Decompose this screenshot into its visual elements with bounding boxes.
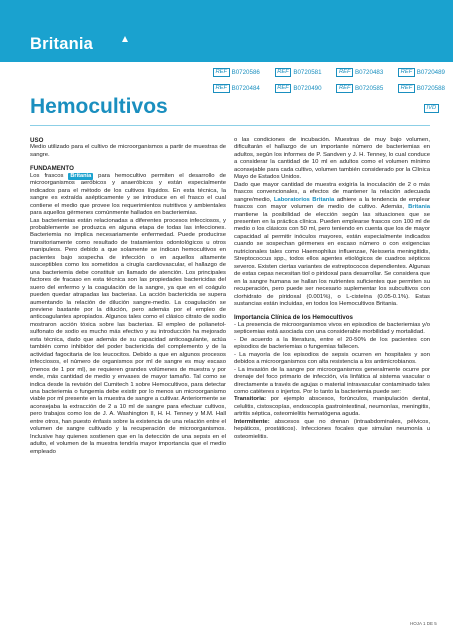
- reference-code: REF B0720490: [275, 84, 322, 93]
- title-divider: [30, 125, 430, 126]
- reference-code: REF B0720581: [275, 68, 322, 77]
- reference-row-1: [213, 68, 445, 77]
- fundamento-heading: FUNDAMENTO: [30, 165, 74, 173]
- reference-code: REF B0720588: [398, 84, 445, 93]
- reference-code: REF B0720483: [336, 68, 383, 77]
- reference-row-2: [213, 84, 445, 93]
- britania-logo: Britania: [30, 35, 94, 53]
- reference-code: REF B0720585: [336, 84, 383, 93]
- reference-code: REF B0720489: [398, 68, 445, 77]
- logo-triangle-icon: [122, 36, 128, 42]
- right-column: [234, 137, 430, 441]
- right-paragraph-2: Dado que mayor cantidad de muestra exigiría la inoculación de 2 o más frascos convencionales, a efectos de mantener la relación adecuada sangre/medio, Laboratorios Britania adhiere a la tendencia de emplear frascos con mayor volumen de medio de cultivo. Además, Britania mantiene la posibilidad de elección según las situaciones que se presenten en la práctica clínica. Pueden emplearse frascos con 100 ml de medio o los clásicos con 50 ml, pero teniendo en cuenta que los de mayor capacidad al permitir inóculos mayores, están especialmente indicados cuando se sospechan gérmenes en escaso número o con exigencias nutricionales tales como Haemophilus influenzae, Neisseria meningitidis, Streptococcus spp., todos ellos agentes etiológicos de cuadros sépticos severos. Existen ciertas variantes de estreptococos dependientes. Algunas de estas cepas necesitan tiol o piridoxal para desarrollar. Se considera que en la sangre humana se hallan los nutrientes suficientes que permiten su recuperación, pero puede ser necesario suplementar los subcultivos con clorhidrato de piridoxal (0.001%), o L-cisteína (0.05-0.1%). Estas sustancias están incluidas, en todos los Hemocultivos Britania.: [234, 181, 431, 307]
- transitoria-item: Transitoria: por ejemplo abscesos, forúnculos, manipulación dental, celulitis, cistoscopías, endoscopía gastrointestinal, neumonías, meningitis, artritis séptica, osteomielitis hematógena aguda.: [234, 396, 431, 418]
- ivd-badge: IVD: [424, 104, 439, 113]
- left-column: [30, 137, 226, 456]
- fundamento-paragraph-1: Los frascos Britania para hemocultivo permiten el desarrollo de microorganismos aeróbicos y anaeróbicos y están especialmente indicados para el método de los cultivos líquidos. En esta técnica, la sangre es extraída asépticamente y se introduce en el frasco el cual contiene el medio que provee los requerimientos nutritivos y ambientales para aquellos gérmenes comúnmente hallados en bacteriemias.: [30, 172, 227, 217]
- britania-inline-logo: Britania: [70, 172, 92, 179]
- importancia-item: - De acuerdo a la literatura, entre el 20-50% de los pacientes con episodios de bacteriemias o fungemias fallecen.: [234, 336, 430, 351]
- uso-text: Medio utilizado para el cultivo de microorganismos a partir de muestras de sangre.: [30, 144, 226, 158]
- importancia-heading: Importancia Clínica de los Hemocultivos: [234, 314, 353, 322]
- intermitente-item: Intermitente: abscesos que no drenan (intraabdominales, pélvicos, hepáticos, prostáticos). Infecciones focales que simulan neumonía u osteomielitis.: [234, 418, 430, 440]
- page-title: Hemocultivos: [30, 95, 168, 118]
- reference-code: REF B0720484: [213, 84, 260, 93]
- reference-code: REF B0720586: [213, 68, 260, 77]
- page-number: HOJA 1 DE 5: [410, 621, 437, 626]
- importancia-item: - La presencia de microorganismos vivos en episodios de bacteriemias y/o septicemias está asociada con una considerable morbilidad y mortalidad.: [234, 321, 430, 336]
- fundamento-paragraph-2: Las bacteriemias están relacionadas a diferentes procesos infecciosos, y probablemente se produzca en alguna etapa de todas las infecciones. Bacteriemia no implica necesariamente enfermedad. Puede producirse transitoriamente como resultado de tratamientos odontológicos u otros manipuleos. Pero debido a que solamente se indican hemocultivos en pacientes bajo sospecha de infección o en aquellos altamente susceptibles como los sometidos a cirugía cardiovascular, el hallazgo de una bacteriemia debe constituir un llamado de atención. Los principales factores de fracaso en esta técnica son las propiedades bactericidas del suero del enfermo y la coagulación de la sangre, ya que en el coágulo pueden quedar atrapadas las bacterias. La acción bactericida se supera aumentando la relación de dilución sangre-medio. La coagulación se previene bastante por la dilución, pero además por el empleo de anticoagulantes apropiados. Algunos tales como el clásico citrato de sodio mostraron acción tóxica sobre las bacterias. El empleo de polianetol-sulfonato de sodio es mucho más efectivo y su introducción ha mejorado esta técnica, dado que además de su capacidad anticoagulante, actúa también como inhibidor del poder bactericida del complemento y de la actividad fagocitaria de los leucocitos. Debido a que en algunos procesos infecciosos, el número de organismos por ml de sangre es muy escaso (menos de 1 por ml), se requieren grandes volúmenes de muestra y por ende, más cantidad de medio y envases de mayor tamaño. Tal como se indica desde la revisión del Cumitech 1 sobre Hemocultivos, para detectar una bacteriemia o fungemia debe existir por lo menos un microorganismo viable por ml presente en la muestra de sangre a cultivar. Anteriormente se aconsejaba la extracción de 2 a 10 ml de sangre para efectuar cultivos, pero trabajos como los de J. A. Washington II, H. H. Tenney y M.M. Hall entre otros, han puesto énfasis sobre la existencia de una relación entre el volumen de sangre cultivado y la recuperación de microorganismos. Inclusive hay quienes sostienen que en la detección de una sepsis en el adulto, el volumen de la muestra tendría mayor importancia que el medio empleado: [30, 217, 226, 455]
- importancia-item: - La invasión de la sangre por microorganismos generalmente ocurre por drenaje del foco primario de infección, vía linfática al sistema vascular o directamente a través de agujas o material intravascular contaminado tales como catéteres o injertos. Por lo tanto la bacteriemia puede ser:: [234, 366, 430, 395]
- uso-heading: USO: [30, 137, 44, 144]
- importancia-item: - La mayoría de los episodios de sepsis ocurren en hospitales y son debidos a microorganismos con alta resistencia a los antimicrobianos.: [234, 351, 430, 366]
- right-paragraph-1: o las condiciones de incubación. Muestras de muy bajo volumen, dificultarán el hallazgo de un importante número de bacteriemias en adultos, según los informes de P. Sandven y J. H. Tenney, lo cual conduce a considerar la cantidad de 10 ml en adultos como el volumen mínimo aconsejable para cada cultivo, volumen también considerado por la Clínica Mayo de Estados Unidos.: [234, 137, 430, 181]
